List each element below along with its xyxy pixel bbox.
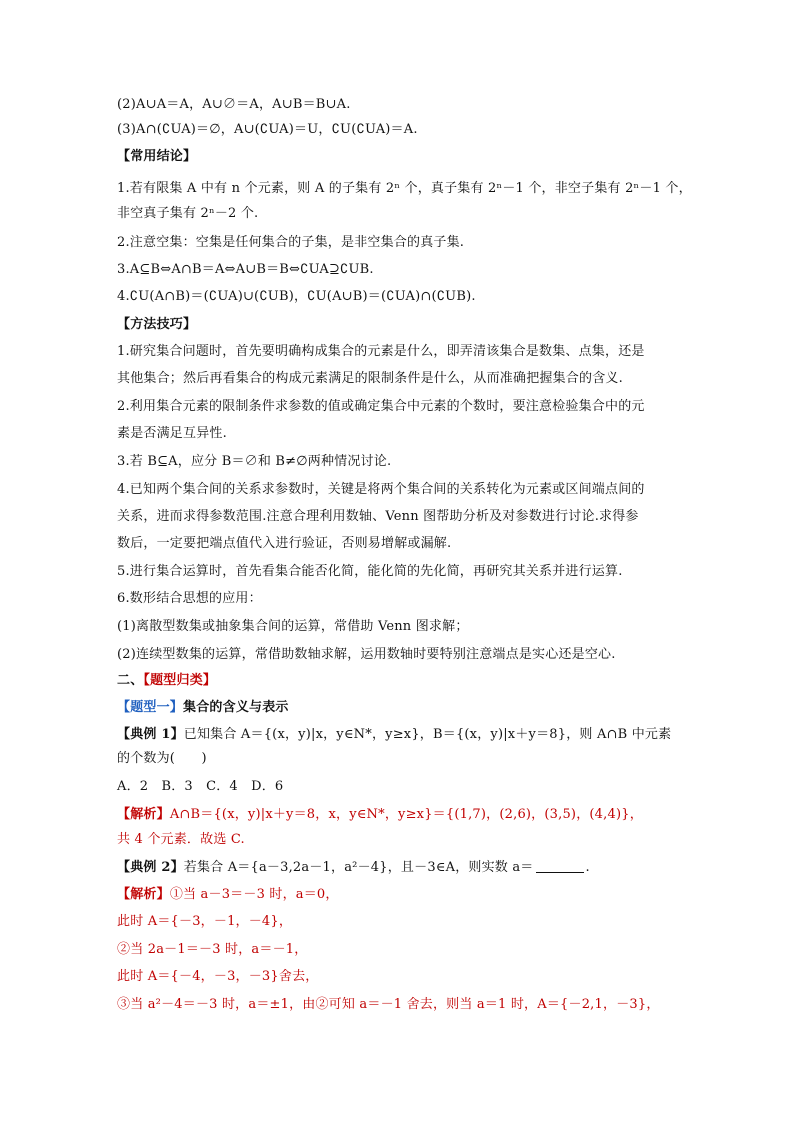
solution-line: 此时 A＝{－3，－1，－4}， [117, 914, 293, 929]
answer-options: A．2 B．3 C．4 D．6 [117, 779, 284, 794]
text-line: (3)A∩(∁UA)＝∅，A∪(∁UA)＝U，∁U(∁UA)＝A. [117, 122, 418, 137]
example-label: 【典例 2】 [117, 860, 184, 875]
text-line: 3.若 B⊆A，应分 B＝∅和 B≠∅两种情况讨论. [117, 454, 392, 469]
solution-line: ②当 2a－1＝－3 时，a＝－1， [117, 942, 308, 957]
example-text: 若集合 A＝{a－3,2a－1，a²－4}，且－3∈A，则实数 a＝ [183, 860, 534, 875]
question-type-heading [117, 699, 289, 717]
text-line: 1.研究集合问题时，首先要明确构成集合的元素是什么，即弄清该集合是数集、点集，还是 [117, 344, 645, 359]
text-line: 数后，一定要把端点值代入进行验证，否则易增解或漏解. [117, 536, 452, 551]
text-line: 4.已知两个集合间的关系求参数时，关键是将两个集合间的关系转化为元素或区间端点间的 [117, 482, 645, 497]
question-type-title: 集合的含义与表示 [183, 700, 289, 715]
text-line: (1)离散型数集或抽象集合间的运算，常借助 Venn 图求解； [117, 619, 469, 634]
answer-blank [536, 859, 584, 873]
text-line: 关系，进而求得参数范围.注意合理利用数轴、Venn 图帮助分析及对参数进行讨论.求得参 [117, 509, 639, 524]
text-line: 非空真子集有 2ⁿ－2 个. [117, 206, 259, 221]
text-line: 的个数为( ) [117, 751, 207, 766]
text-line: (2)A∪A＝A，A∪∅＝A，A∪B＝B∪A. [117, 97, 351, 112]
solution-text: ①当 a－3＝－3 时，a＝0， [169, 887, 339, 902]
text-line: 5.进行集合运算时，首先看集合能否化简，能化简的先化简，再研究其关系并进行运算. [117, 564, 623, 579]
solution-label: 【解析】 [117, 887, 170, 902]
text-line: 6.数形结合思想的应用： [117, 591, 262, 606]
example-label: 【典例 1】 [117, 727, 184, 742]
question-type-label: 【题型一】 [117, 700, 184, 715]
text-line: 3.A⊆B⇔A∩B＝A⇔A∪B＝B⇔∁UA⊇∁UB. [117, 262, 374, 277]
solution-line: ③当 a²－4＝－3 时，a＝±1，由②可知 a＝－1 舍去，则当 a＝1 时，A＝{－2,1，－3}， [117, 997, 660, 1012]
text-line: 2.利用集合元素的限制条件求参数的值或确定集合中元素的个数时，要注意检验集合中的元 [117, 399, 645, 414]
solution-line: 此时 A＝{－4，－3，－3}舍去， [117, 969, 319, 984]
text-line: 1.若有限集 A 中有 n 个元素，则 A 的子集有 2ⁿ 个，真子集有 2ⁿ－1 个，非空子集有 2ⁿ－1 个， [117, 181, 692, 196]
text-line: 其他集合；然后再看集合的构成元素满足的限制条件是什么，从而准确把握集合的含义. [117, 371, 623, 386]
solution-1 [117, 806, 643, 824]
example-1 [117, 726, 671, 744]
text-line: 4.∁U(A∩B)＝(∁UA)∪(∁UB)，∁U(A∪B)＝(∁UA)∩(∁UB). [117, 289, 476, 304]
section-heading [117, 672, 216, 690]
solution-text: A∩B＝{(x，y)|x＋y＝8，x，y∈N*，y≥x}＝{(1,7)，(2,6)，(3,5)，(4,4)}， [169, 807, 643, 822]
section-heading: 【方法技巧】 [117, 317, 197, 332]
example-2 [117, 859, 590, 877]
solution-label: 【解析】 [117, 807, 170, 822]
section-heading: 【常用结论】 [117, 149, 197, 164]
text-line: 素是否满足互异性. [117, 426, 227, 441]
solution-2 [117, 886, 339, 904]
period: . [585, 860, 590, 875]
solution-line: 共 4 个元素．故选 C. [117, 832, 245, 847]
section-title: 【题型归类】 [143, 673, 217, 688]
section-number: 二、 [117, 673, 144, 688]
text-line: 2.注意空集：空集是任何集合的子集，是非空集合的真子集. [117, 235, 465, 250]
example-text: 已知集合 A＝{(x，y)|x，y∈N*，y≥x}，B＝{(x，y)|x＋y＝8}，则 A∩B 中元素 [183, 727, 672, 742]
text-line: (2)连续型数集的运算，常借助数轴求解，运用数轴时要特别注意端点是实心还是空心. [117, 647, 616, 662]
